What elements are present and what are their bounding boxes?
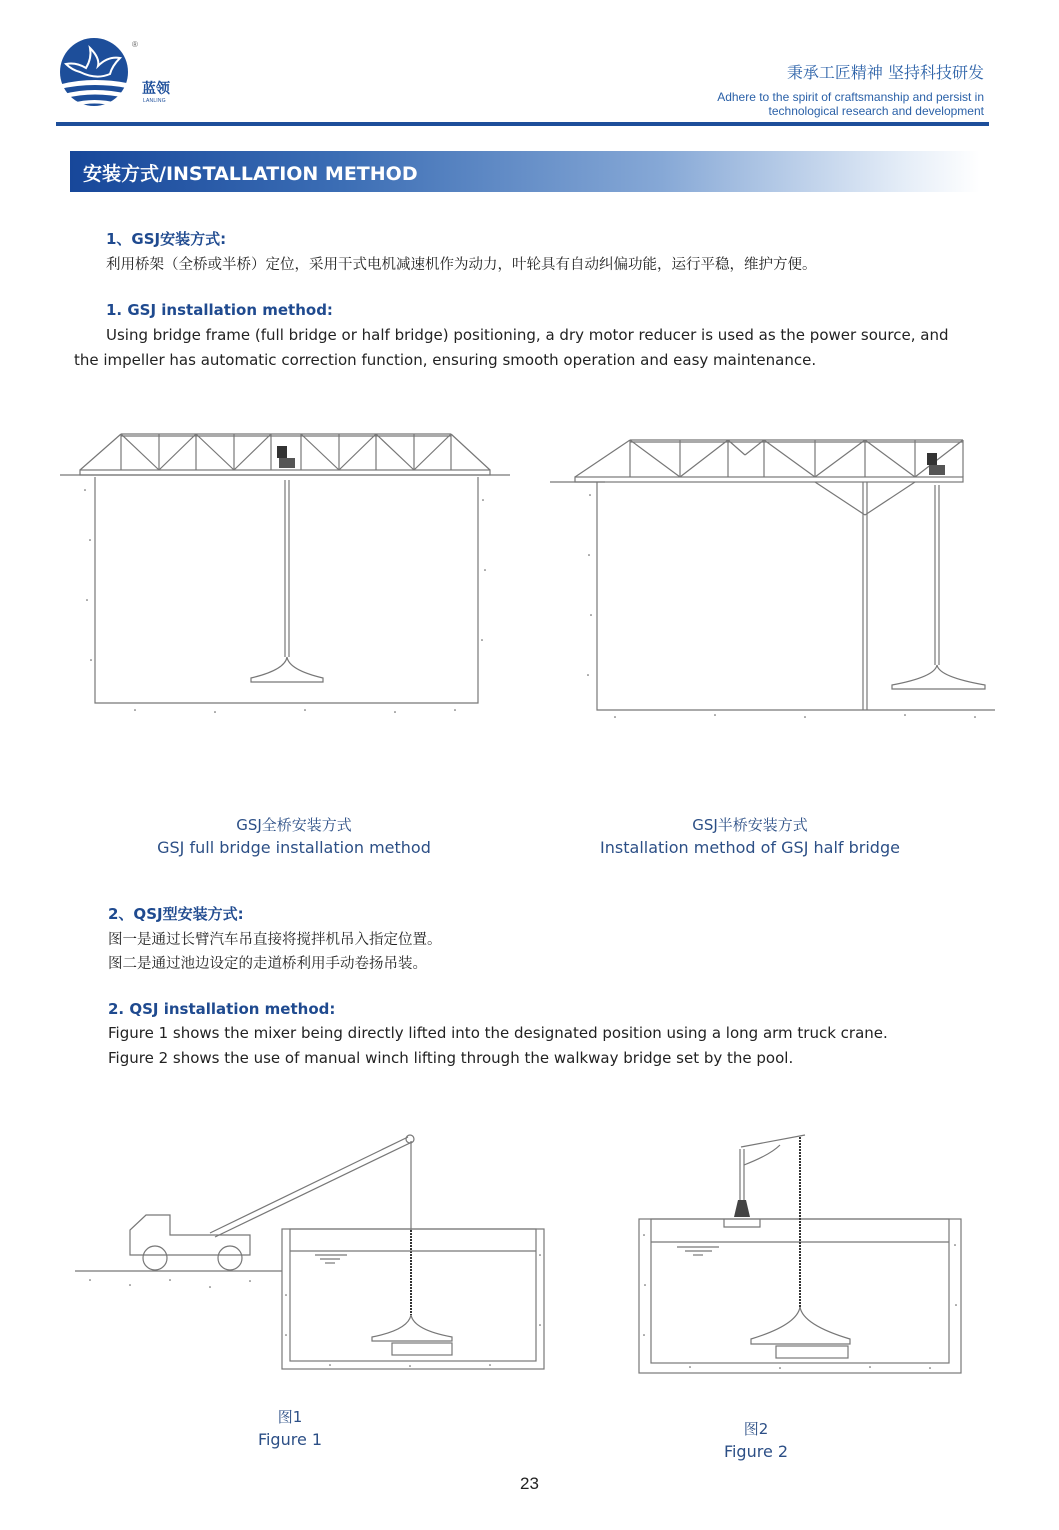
slogan-en-line2: technological research and development xyxy=(768,104,984,118)
page-number: 23 xyxy=(520,1474,539,1493)
qsj-body-cn-line1: 图一是通过长臂汽车吊直接将搅拌机吊入指定位置。 xyxy=(108,932,442,948)
qsj-heading-en: 2. QSJ installation method: xyxy=(108,1000,336,1018)
figure-1-caption-cn: 图1 xyxy=(277,1408,303,1426)
slogan-en xyxy=(717,90,984,118)
qsj-truck-crane-drawing xyxy=(70,1125,550,1385)
qsj-manual-winch-drawing xyxy=(630,1125,970,1385)
slogan-cn: 秉承工匠精神 坚持科技研发 xyxy=(786,63,984,82)
gsj-body-en-line2: the impeller has automatic correction function, ensuring smooth operation and easy maintenance. xyxy=(74,351,817,369)
gsj-half-bridge-drawing xyxy=(545,425,1005,725)
gsj-body-cn: 利用桥架（全桥或半桥）定位，采用干式电机减速机作为动力，叶轮具有自动纠偏功能，运行平稳，维护方便。 xyxy=(106,257,817,273)
gsj-half-bridge-caption-cn: GSJ半桥安装方式 xyxy=(692,816,808,834)
brand-name-en: LANLING xyxy=(143,98,166,104)
brand-name-cn: 蓝领 xyxy=(142,81,170,97)
gsj-half-bridge-caption-en: Installation method of GSJ half bridge xyxy=(600,838,900,857)
gsj-heading-en: 1. GSJ installation method: xyxy=(106,301,333,319)
gsj-full-bridge-caption-en: GSJ full bridge installation method xyxy=(157,838,431,857)
gsj-full-bridge-caption-cn: GSJ全桥安装方式 xyxy=(236,816,352,834)
qsj-heading-cn: 2、QSJ型安装方式: xyxy=(108,905,244,923)
header-divider xyxy=(56,122,989,126)
slogan-en-line1: Adhere to the spirit of craftsmanship and persist in xyxy=(717,90,984,104)
lanling-logo xyxy=(56,36,174,116)
gsj-full-bridge-drawing xyxy=(55,420,515,720)
swan-wave-logo-icon xyxy=(56,36,136,111)
qsj-body-en-line1: Figure 1 shows the mixer being directly lifted into the designated position using a long arm truck crane. xyxy=(108,1024,888,1042)
registered-mark: ® xyxy=(132,40,138,49)
figure-1-caption-en: Figure 1 xyxy=(257,1430,323,1449)
qsj-body-en-line2: Figure 2 shows the use of manual winch lifting through the walkway bridge set by the pool. xyxy=(108,1049,794,1067)
gsj-body-en-line1: Using bridge frame (full bridge or half bridge) positioning, a dry motor reducer is used as the power source, and xyxy=(106,326,949,344)
qsj-body-cn-line2: 图二是通过池边设定的走道桥利用手动卷扬吊装。 xyxy=(108,956,427,972)
figure-2-caption-cn: 图2 xyxy=(743,1420,769,1438)
figure-2-caption-en: Figure 2 xyxy=(723,1442,789,1461)
section-title: 安装方式/INSTALLATION METHOD xyxy=(83,163,418,185)
gsj-heading-cn: 1、GSJ安装方式: xyxy=(106,230,227,248)
